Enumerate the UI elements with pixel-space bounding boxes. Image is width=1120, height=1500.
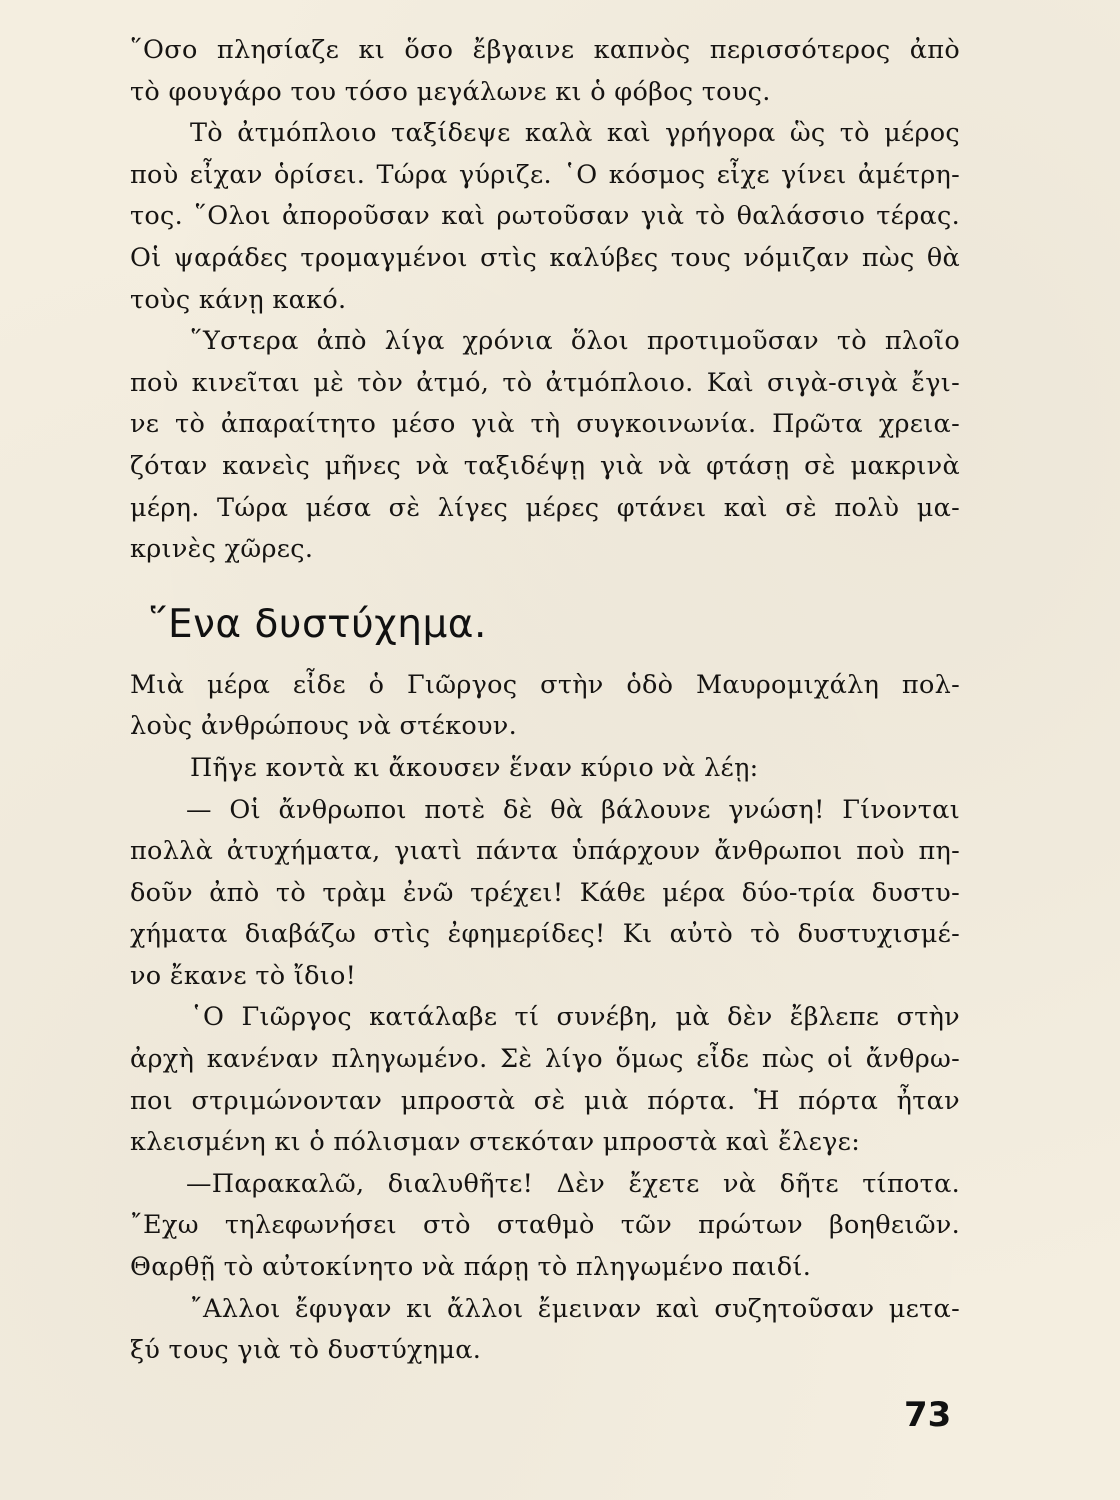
text-line: —Παρακαλῶ, διαλυθῆτε! Δὲν ἔχετε νὰ δῆτε τίποτα. [186,1168,960,1199]
text-line: ῎Αλλοι ἔφυγαν κι ἄλλοι ἔμειναν καὶ συζητοῦσαν μετα- [190,1293,960,1324]
text-line: τὸ φουγάρο του τόσο μεγάλωνε κι ὁ φόβος τους. [130,76,771,107]
paragraph-2 [130,113,960,321]
text-line: ῞Υστερα ἀπὸ λίγα χρόνια ὅλοι προτιμοῦσαν τὸ πλοῖο [190,326,960,357]
text-line: Θαρθῇ τὸ αὐτοκίνητο νὰ πάρῃ τὸ πληγωμένο παιδί. [130,1252,812,1283]
text-line: κρινὲς χῶρες. [130,534,314,565]
text-line: Τὸ ἀτμόπλοιο ταξίδεψε καλὰ καὶ γρήγορα ὣς τὸ μέρος [190,118,960,149]
text-line: ποι στριμώνονταν μπροστὰ σὲ μιὰ πόρτα. Ἡ πόρτα ἦταν [130,1085,960,1116]
text-line: Μιὰ μέρα εἶδε ὁ Γιῶργος στὴν ὁδὸ Μαυρομιχάλη πολ- [130,669,960,700]
paragraph-5 [130,748,960,790]
text-line: ῞Οσο πλησίαζε κι ὅσο ἔβγαινε καπνὸς περισσότερος ἀπὸ [130,35,960,65]
text-line: νε τὸ ἀπαραίτητο μέσο γιὰ τὴ συγκοινωνία. Πρῶτα χρεια- [130,409,960,440]
text-line: ζόταν κανεὶς μῆνες νὰ ταξιδέψῃ γιὰ νὰ φτάσῃ σὲ μακρινὰ [130,450,960,481]
paragraph-9 [130,1289,960,1372]
paragraph-4 [130,665,960,748]
paragraph-8 [130,1164,960,1289]
text-line: λοὺς ἀνθρώπους νὰ στέκουν. [130,711,518,742]
text-line: τος. ῞Ολοι ἀποροῦσαν καὶ ρωτοῦσαν γιὰ τὸ θαλάσσιο τέρας. [130,201,960,232]
paragraph-3 [130,321,960,571]
text-line: — Οἱ ἄνθρωποι ποτὲ δὲ θὰ βάλουνε γνώση! Γίνονται [186,794,960,825]
text-line: ξύ τους γιὰ τὸ δυστύχημα. [130,1335,482,1366]
paragraph-7 [130,997,960,1163]
section-heading: ῞Ενα δυστύχημα. [148,601,487,647]
text-line: μέρη. Τώρα μέσα σὲ λίγες μέρες φτάνει καὶ σὲ πολὺ μα- [130,492,960,523]
text-line: πολλὰ ἀτυχήματα, γιατὶ πάντα ὑπάρχουν ἄνθρωποι ποὺ πη- [130,836,960,867]
paragraph-6 [130,790,960,998]
text-line: δοῦν ἀπὸ τὸ τρὰμ ἐνῶ τρέχει! Κάθε μέρα δύο-τρία δυστυ- [130,877,960,908]
text-line: κλεισμένη κι ὁ πόλισμαν στεκόταν μπροστὰ καὶ ἔλεγε: [130,1127,861,1158]
page-body-text [130,30,960,1372]
text-line: ῎Εχω τηλεφωνήσει στὸ σταθμὸ τῶν πρώτων βοηθειῶν. [130,1210,960,1241]
paragraph-1 [130,30,960,113]
text-line: Πῆγε κοντὰ κι ἄκουσεν ἕναν κύριο νὰ λέῃ: [190,752,759,783]
text-line: ῾Ο Γιῶργος κατάλαβε τί συνέβη, μὰ δὲν ἔβλεπε στὴν [190,1002,960,1033]
text-line: ποὺ κινεῖται μὲ τὸν ἀτμό, τὸ ἀτμόπλοιο. Καὶ σιγὰ-σιγὰ ἔγι- [130,367,960,398]
text-line: χήματα διαβάζω στὶς ἐφημερίδες! Κι αὐτὸ τὸ δυστυχισμέ- [130,919,960,950]
text-line: νο ἔκανε τὸ ἴδιο! [130,960,357,991]
text-line: ἀρχὴ κανέναν πληγωμένο. Σὲ λίγο ὅμως εἶδε πὼς οἱ ἄνθρω- [130,1044,960,1075]
page-number: 73 [904,1395,952,1435]
text-line: Οἱ ψαράδες τρομαγμένοι στὶς καλύβες τους νόμιζαν πὼς θὰ [130,242,960,273]
text-line: ποὺ εἶχαν ὁρίσει. Τώρα γύριζε. ῾Ο κόσμος εἶχε γίνει ἀμέτρη- [130,159,960,190]
text-line: τοὺς κάνῃ κακό. [130,284,347,315]
